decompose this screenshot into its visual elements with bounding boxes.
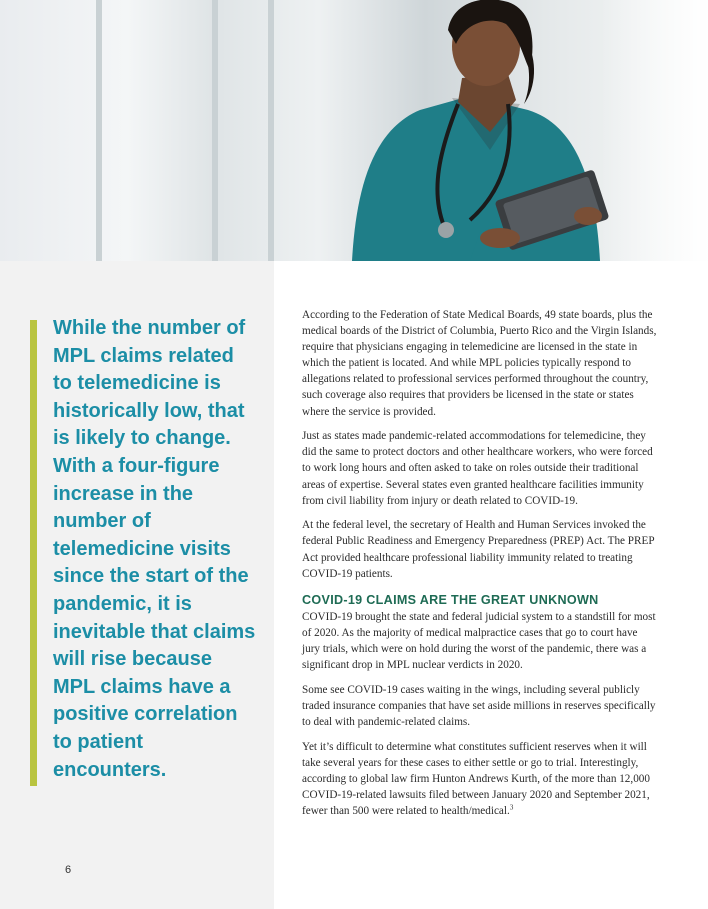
- paragraph: [302, 739, 658, 819]
- paragraph: Some see COVID-19 cases waiting in the wings, including several publicly traded insurance companies that have set aside millions in reserves specifically to deal with pandemic-related claims.: [302, 683, 656, 728]
- paragraph: At the federal level, the secretary of Health and Human Services invoked the federal Public Readiness and Emergency Preparedness (PREP) Act. The PREP Act provided healthcare professional liability immunity related to treating COVID-19 patients.: [302, 519, 655, 580]
- article-body: [302, 307, 658, 828]
- paragraph: Just as states made pandemic-related accommodations for telemedicine, they did the same to protect doctors and other healthcare workers, who were forced to work long hours and often asked to take on roles outside their traditional areas of expertise. Several states even granted healthcare facilities immunity from civil liability from injury or death related to COVID-19.: [302, 430, 653, 507]
- nurse-illustration: [0, 0, 708, 261]
- paragraph: COVID-19 brought the state and federal judicial system to a standstill for most of 2020. As the majority of medical malpractice cases that go to court have jury trials, which were on hold during the worst of the pandemic, there was a significant drop in MPL nuclear verdicts in 2020.: [302, 610, 656, 671]
- section-heading: COVID-19 CLAIMS ARE THE GREAT UNKNOWN: [302, 592, 599, 607]
- pull-quote-accent-bar: [30, 320, 37, 786]
- page-number: 6: [65, 864, 72, 876]
- footnote-marker: 3: [509, 803, 514, 812]
- paragraph: According to the Federation of State Medical Boards, 49 state boards, plus the medical boards of the District of Columbia, Puerto Rico and the Virgin Islands, require that physicians engaging in telemedicine are licensed in the state in which the patient is located. And while MPL policies typically respond to allegations related to professional services performed throughout the country, such coverage also requires that providers be licensed in the state or states where the service is provided.: [302, 309, 657, 418]
- pull-quote: While the number of MPL claims related to telemedicine is historically low, that is likely to change. With a four-figure increase in the number of telemedicine visits since the start of the pandemic, it is inevitable that claims will rise because MPL claims have a positive correlation to patient encounters.: [53, 317, 256, 781]
- hero-photo: [0, 0, 708, 261]
- paragraph-text: Yet it’s difficult to determine what constitutes sufficient reserves when it will take several years for these cases to either settle or go to trial. Interestingly, according to global law firm Hunton Andrews Kurth, of the more than 12,000 COVID-19-related lawsuits filed between January 2020 and September 2021, fewer than 500 were related to health/medical.: [302, 740, 650, 817]
